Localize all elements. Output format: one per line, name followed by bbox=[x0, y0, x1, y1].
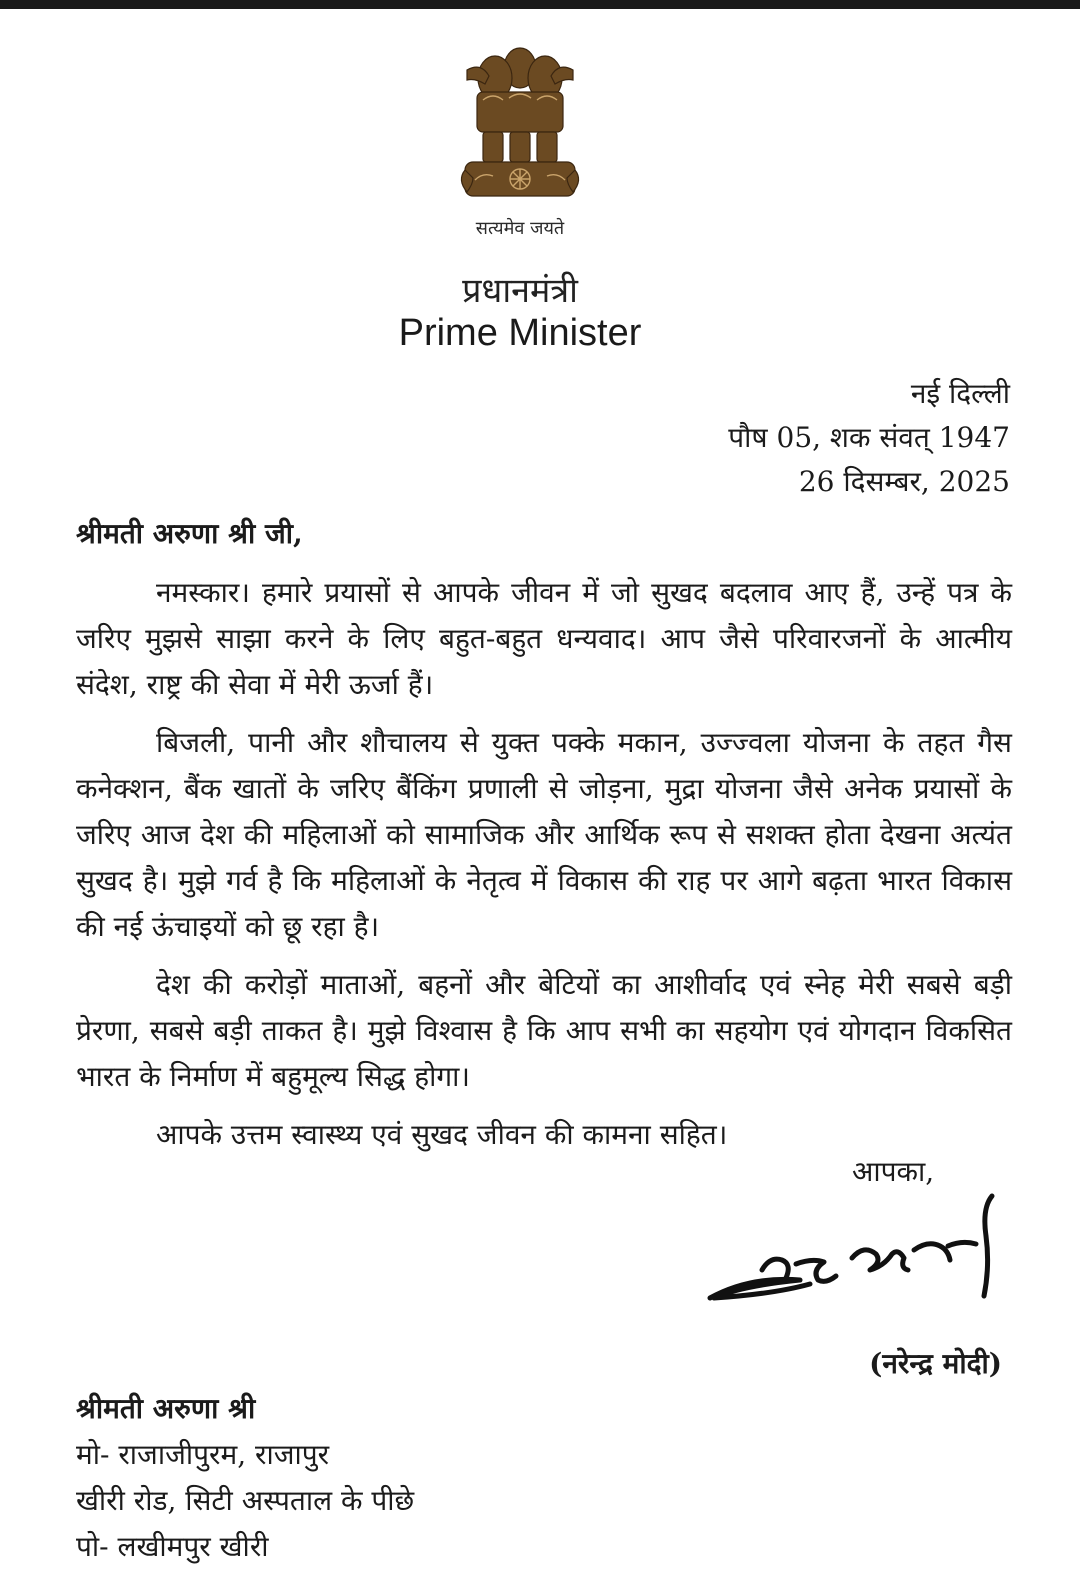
dateline bbox=[728, 372, 1010, 504]
dateline-place: नई दिल्ली bbox=[910, 377, 1010, 410]
address-line-2: खीरी रोड, सिटी अस्पताल के पीछे bbox=[76, 1484, 415, 1517]
paragraph-1: नमस्कार। हमारे प्रयासों से आपके जीवन में जो सुखद बदलाव आए हैं, उन्हें पत्र के जरिए मुझसे साझा करने के लिए बहुत-बहुत धन्यवाद। आप जैसे परिवारजनों के आत्मीय संदेश, राष्ट्र की सेवा में मेरी ऊर्जा हैं। bbox=[76, 576, 1012, 701]
salutation: श्रीमती अरुणा श्री जी, bbox=[76, 517, 303, 550]
address-line-3: पो- लखीमपुर खीरी bbox=[76, 1530, 269, 1563]
top-bar bbox=[0, 0, 1080, 9]
paragraph-4: आपके उत्तम स्वास्थ्य एवं सुखद जीवन की कामना सहित। bbox=[156, 1118, 728, 1151]
dateline-saka-date: पौष 05, शक संवत् 1947 bbox=[728, 421, 1010, 454]
closing-label: आपका, bbox=[852, 1155, 935, 1188]
office-title-english: Prime Minister bbox=[398, 312, 642, 354]
paragraph-2: बिजली, पानी और शौचालय से युक्त पक्के मकान, उज्ज्वला योजना के तहत गैस कनेक्शन, बैंक खातों के जरिए बैंकिंग प्रणाली से जोड़ना, मुद्रा योजना जैसे अनेक प्रयासों के जरिए आज देश की महिलाओं को सामाजिक और आर्थिक रूप से सशक्त होता देखना अत्यंत सुखद है। मुझे गर्व है कि महिलाओं के नेतृत्व में विकास की राह पर आगे बढ़ता भारत विकास की नई ऊंचाइयों को छू रहा है। bbox=[76, 726, 1012, 943]
handwritten-signature bbox=[700, 1190, 1020, 1320]
letter-body bbox=[76, 570, 1012, 1170]
signer-name: (नरेन्द्र मोदी) bbox=[869, 1347, 1002, 1380]
recipient-address bbox=[76, 1386, 414, 1570]
national-emblem-icon bbox=[455, 40, 585, 210]
office-title-hindi: प्रधानमंत्री bbox=[462, 271, 578, 311]
dateline-gregorian-date: 26 दिसम्बर, 2025 bbox=[798, 465, 1010, 498]
national-motto: सत्यमेव जयते bbox=[475, 218, 565, 239]
address-line-1: मो- राजाजीपुरम, राजापुर bbox=[76, 1438, 330, 1471]
recipient-name: श्रीमती अरुणा श्री bbox=[76, 1392, 256, 1425]
paragraph-3: देश की करोड़ों माताओं, बहनों और बेटियों का आशीर्वाद एवं स्नेह मेरी सबसे बड़ी प्रेरणा, सबसे बड़ी ताकत है। मुझे विश्वास है कि आप सभी का सहयोग एवं योगदान विकसित भारत के निर्माण में बहुमूल्य सिद्ध होगा। bbox=[76, 968, 1012, 1093]
